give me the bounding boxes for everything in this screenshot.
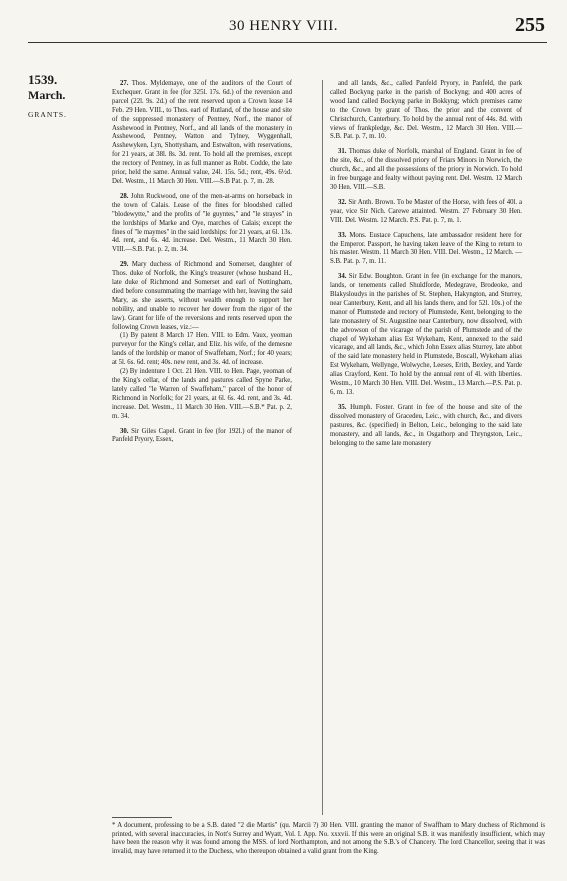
grant-entry <box>330 404 522 449</box>
entry-text <box>330 148 522 193</box>
page-number: 255 <box>515 14 545 36</box>
entry-body: Sir Anth. Brown. To be Master of the Horse, with fees of 40l. a year, vice Sir Nich. Carewe attainted. Westm. 27 February 30 Hen. VIII. Del. Westm. 12 March. P.S. Pat. p. 7, m. 1. <box>330 198 522 224</box>
entry-number: 32. <box>338 198 347 206</box>
entry-number: 35. <box>338 403 347 411</box>
entry-number: 29. <box>120 261 129 269</box>
margin-section-label: GRANTS. <box>28 110 67 119</box>
grant-entry <box>112 261 292 421</box>
entry-body: and all lands, &c., called Panfeld Pryory, in Panfeld, the park called Bockyng parke in the parish of Bockyng; and 400 acres of wood land called Bockyng parke in Bokkyng; which premises came to the Crown by grant of Thos. the prior and the convent of Christchurch, Canterbury. To hold by the annual rent of 44s. 8d. with views of frankpledge, &c. Del. Westm., 12 March 30 Hen. VIII.—S.B. Pat. p. 7, m. 10. <box>330 80 522 141</box>
footnote: * A document, professing to be a S.B. dated "2 die Martis" (qu. Marcii ?) 30 Hen. VIII. granting the manor of Swaffham to Mary duchess of Richmond is printed, with several inaccuracies, in Nott's Surrey and Wyatt, Vol. I. App. No. xxxvii. If this were an original S.B. it was manifestly insufficient, which may have been the reason why it was found among the MSS. of lord Northampton, and not among the S.B.'s of Chancery. The lord Chancellor, seeing that it was invalid, may have returned it to the Duchess, who thereupon obtained a valid grant from the King. <box>112 822 545 856</box>
entry-text <box>330 199 522 226</box>
entry-number: 27. <box>120 80 129 87</box>
column-divider <box>322 80 323 815</box>
entry-text <box>112 428 292 446</box>
grant-entry <box>330 199 522 226</box>
entry-text <box>330 404 522 449</box>
entry-body: Sir Edw. Boughton. Grant in fee (in exchange for the manors, lands, or tenements called Shuldforde, Medegrave, Brodeoke, and Blakysloudys in the parishes of St. Stephen, Hakyngton, and Sturrey, near Canterbury, Kent, and all his lands there, and for 52l. 10s.) of the manor of Plumstede and rectory of Plumstede, Kent, belonging to the late monastery of St. Augustine near Canterbury, now dissolved, with the advowson of the vicarage of the parish of Plumstede and of the chapel of Wykeham alias Est Wykeham, Kent, annexed to the said vicarage, and all lands, &c., which John Essex alias Sturrey, late abbot of the said late monastery held in Plumstede, Boscall, Wykeham alias Est Wykeham, Wellynge, Wolwyche, Leeses, Erith, Bexley, and Yarde alias Crayford, Kent. To hold by the annual rent of 4l. with liberties. Westm., 10 March 30 Hen. VIII. Del. Westm., 13 March.—P.S. Pat. p. 6, m. 13. <box>330 273 522 396</box>
entry-body: Mons. Eustace Capuchens, late ambassador resident here for the Emperor. Passport, he having taken leave of the King to return to his master. Westm. 11 March 30 Hen. VIII. Del. Westm., 12 March. —S.B. Pat. p. 7, m. 11. <box>330 231 522 266</box>
grant-entry <box>330 273 522 398</box>
right-column <box>330 80 522 454</box>
entry-number: 31. <box>338 148 347 156</box>
entry-body: Sir Giles Capel. Grant in fee (for 192l.) of the manor of Panfeld Pryory, Essex, <box>112 427 293 444</box>
entry-text <box>112 193 292 255</box>
entry-text <box>330 273 522 398</box>
header-rule <box>28 42 547 43</box>
margin-month: March. <box>28 88 66 102</box>
entry-text <box>330 232 522 268</box>
entry-number: 28. <box>120 192 129 200</box>
entry-number: 30. <box>120 427 129 435</box>
entry-body: Humph. Foster. Grant in fee of the house and site of the dissolved monastery of Gracedeu, Leic., with church, &c., and divers pastures, &c. (specified) in Belton, Leic., belonging to the said late monastery, and all lands, &c., in Osgathorp and Thryngston, Leic., belonging to the same late monastery <box>330 403 523 447</box>
entry-body: Thomas duke of Norfolk, marshal of England. Grant in fee of the site, &c., of the dissolved priory of Friars Minors in Norwich, the church, &c., and all the possessions of the priory in Norwich. To hold in free burgage and fealty without paying rent. Del. Westm. 12 March 30 Hen. VIII.—S.B. <box>330 148 522 191</box>
entry-subparagraph: (1) By patent 8 March 17 Hen. VIII. to Edm. Vaux, yeoman purveyor for the King's cellar, and Eliz. his wife, of the demesne lands of the lordship or manor of Swaffeham, Norf.; for 40 years; at 5l. 6s. 6d. rent; 40s. new rent, and 3s. 4d. of increase. <box>112 332 292 367</box>
entry-text <box>112 261 292 332</box>
entry-body: John Ruckwood, one of the men-at-arms on horseback in the town of Calais. Lease of the fines for bloodshed called "blodewytte," and the profits of "le guyntes," and "le strayes" in the lordships of Marke and Oye, marches of Calais; except the fines of "le maymes" in the said lordships: for 21 years, at 6l. 13s. 4d. rent, and 6s. 4d. increase. Del. Westm., 11 March 30 Hen. VIII.—S.B. Pat. p. 2, m. 34. <box>112 192 292 254</box>
entry-text <box>330 80 522 142</box>
grant-entry <box>112 80 292 187</box>
entry-body: Thos. Myldemaye, one of the auditors of the Court of Exchequer. Grant in fee (for 325l. 17s. 6d.) of the reversion and parcel (22l. 9s. 2d.) of the rent reserved upon a Crown lease 14 Feb. 29 Hen. VIII., to Thos. earl of Rutland, of the house and site of the suppressed monastery of Pentney, Norf., the manor of Asshewood in Pentney, Norf., and all lands of the monastery in Asshewood, Pentney, Watton and Tylney, Wyggenhall, Asshewyken, Lyn, Shottysham, and Estwalton, with reservations, for 21 years, at 38l. 8s. 3d. rent. To hold all the premises, except the rectory of Pentney, in as full manner as Robt. Codde, the late prior, held the same. Annual value, 24l. 15s. 5d.; rent, 49s. 6½d. Del. Westm., 11 March 30 Hen. VIII.—S.B Pat. p. 7, m. 28. <box>112 80 292 185</box>
margin-year: 1539. <box>28 72 58 87</box>
footnote-rule <box>112 817 172 818</box>
running-header: 30 HENRY VIII. <box>228 18 339 34</box>
grant-entry <box>330 232 522 268</box>
grant-entry <box>112 428 292 446</box>
entry-body: Mary duchess of Richmond and Somerset, daughter of Thos. duke of Norfolk, the King's treasurer (whose husband H., late duke of Richmond and Somerset and earl of Nottingham, died before consummating the marriage with her, leaving the said Mary, as she asserts, without wealth enough to support her nobility, and unable to recover her dower from the rigor of the law). Grant for life of the reversions and rents reserved upon the following Crown leases, viz.:— <box>112 261 293 331</box>
entry-number: 34. <box>338 273 347 281</box>
grant-entry <box>112 193 292 255</box>
grant-entry <box>330 80 522 142</box>
grant-entry <box>330 148 522 193</box>
entry-number: 33. <box>338 231 347 239</box>
left-column <box>112 80 292 451</box>
entry-subparagraph: (2) By indenture 1 Oct. 21 Hen. VIII. to Hen. Page, yeoman of the King's cellar, of the lands and pastures called Spyne Parke, lately called "le Warren of Swaffeham," parcel of the honor of Richmond in Norfolk; for 21 years, at 6l. 6s. 4d. rent, and 3s. 4d. increase. Del. Westm., 11 March 30 Hen. VIII.—S.B.* Pat. p. 2, m. 34. <box>112 368 292 420</box>
entry-text <box>112 80 292 187</box>
